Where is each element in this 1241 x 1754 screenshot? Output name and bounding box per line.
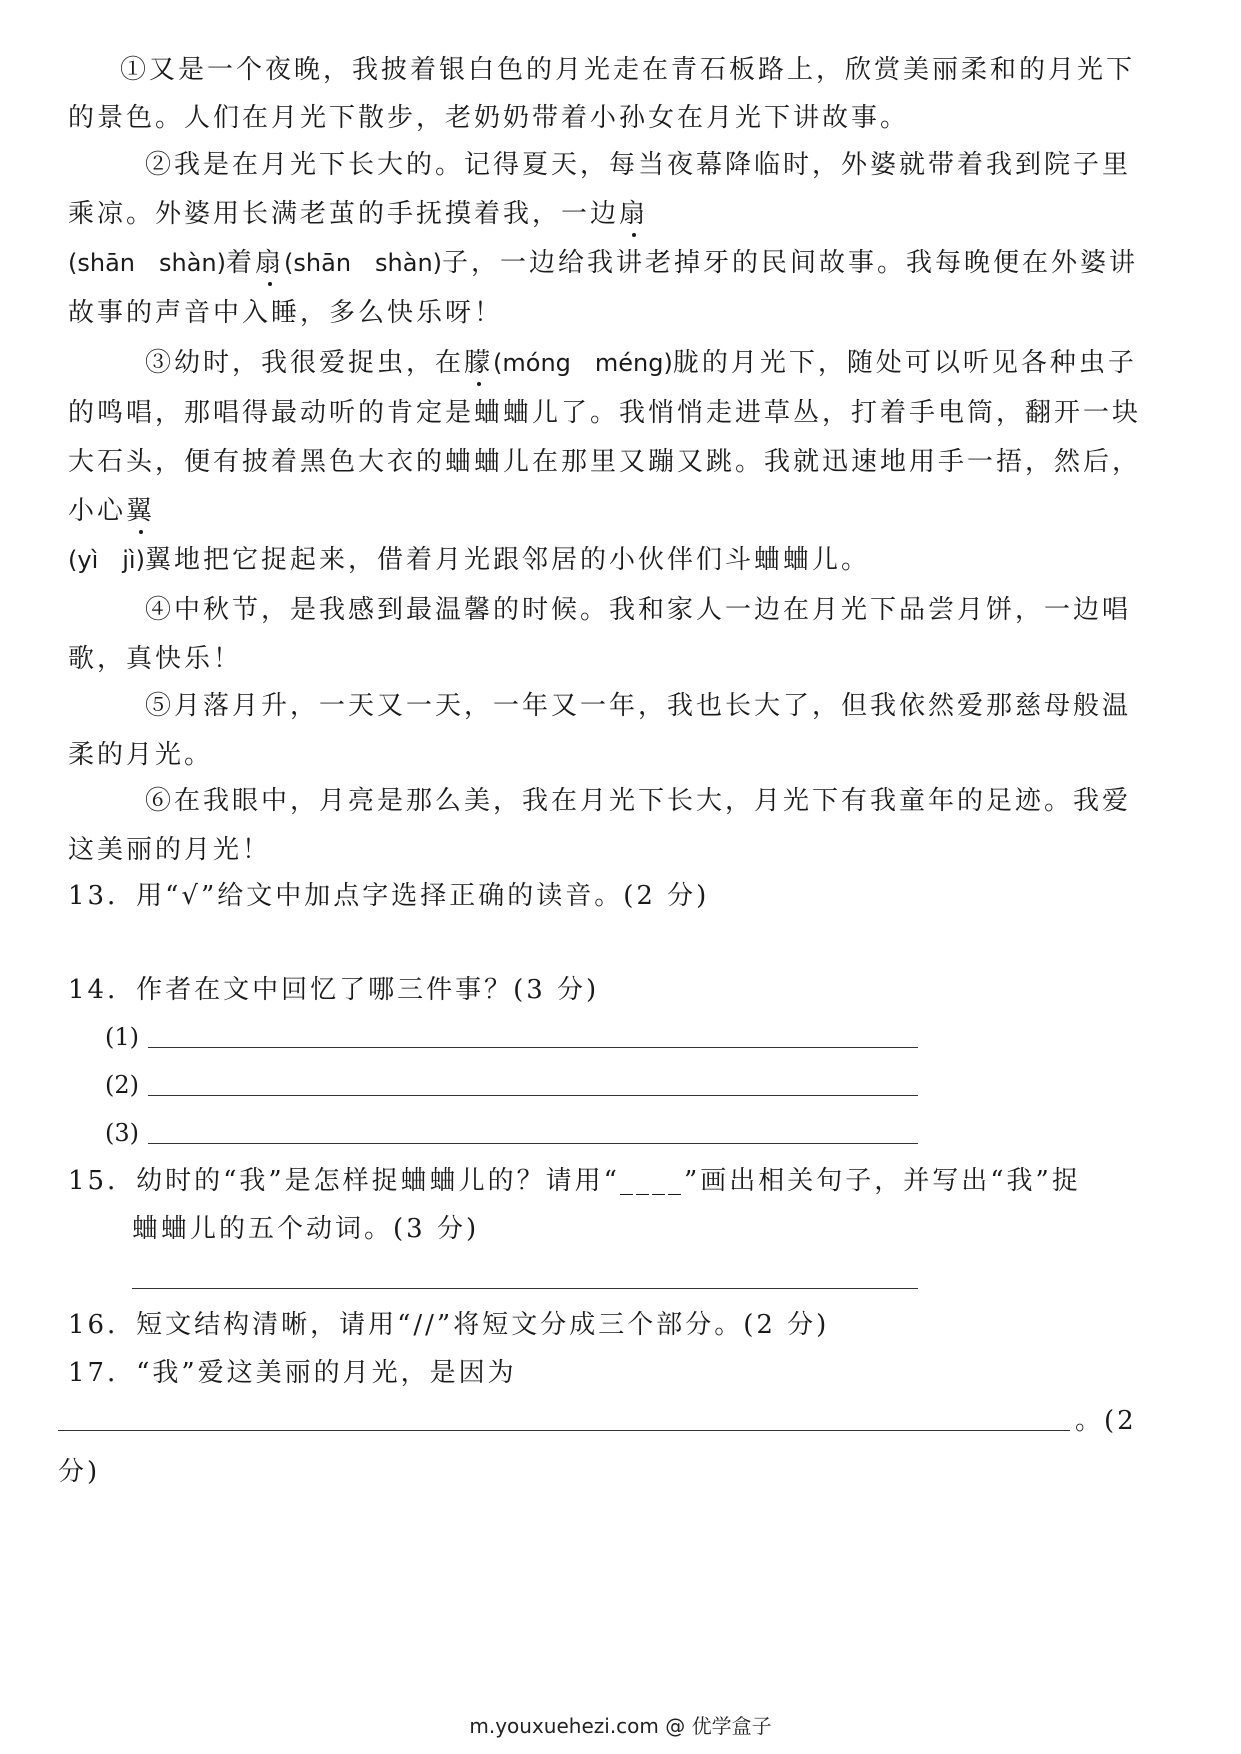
- p3-line4-a: 小心: [68, 496, 127, 526]
- question-13: 13．用“√”给文中加点字选择正确的读音。(2 分): [68, 881, 710, 911]
- p2-line1: ②我是在月光下长大的。记得夏天，每当夜幕降临时，外婆就带着我到院子里: [145, 150, 1132, 180]
- question-17-end: 。(2: [1075, 1406, 1137, 1436]
- question-15-line1: 15．幼时的“我”是怎样捉蛐蛐儿的？请用“____”画出相关句子，并写出“我”捉: [68, 1166, 1081, 1196]
- p3-line2: 的鸣唱，那唱得最动听的肯定是蛐蛐儿了。我悄悄走进草丛，打着手电筒，翻开一块: [68, 398, 1142, 428]
- p1-line2: 的景色。人们在月光下散步，老奶奶带着小孙女在月光下讲故事。: [68, 103, 910, 133]
- p4-line2: 歌，真快乐！: [68, 644, 243, 674]
- p3-line5: [68, 543, 870, 577]
- pinyin-option-shan1[interactable]: (shān shàn): [68, 249, 226, 277]
- footer-watermark: m.youxuehezi.com @ 优学盒子: [469, 1714, 772, 1738]
- p2-line2-text: 乘凉。外婆用长满老茧的手抚摸着我，一边: [68, 199, 620, 229]
- pinyin-option-yi[interactable]: (yì jì): [68, 546, 145, 574]
- question-14: 14．作者在文中回忆了哪三件事？(3 分): [68, 975, 600, 1005]
- p2-line4: 故事的声音中入睡，多么快乐呀！: [68, 298, 504, 328]
- question-17-line1: 17．“我”爱这美丽的月光，是因为: [68, 1358, 517, 1388]
- p6-line1: ⑥在我眼中，月亮是那么美，我在月光下长大，月光下有我童年的足迹。我爱: [145, 786, 1132, 816]
- p3-line1: [145, 346, 1137, 380]
- dotted-char-shan2: 扇: [255, 248, 285, 278]
- dotted-char-shan1: 扇: [619, 199, 649, 229]
- p3-line5-rest: 翼地把它捉起来，借着月光跟邻居的小伙伴们斗蛐蛐儿。: [144, 545, 870, 575]
- dotted-char-yi: 翼: [126, 496, 156, 526]
- p5-line2: 柔的月光。: [68, 740, 214, 770]
- question-17-line2: 分): [58, 1457, 101, 1487]
- q14-answer-line-3[interactable]: [148, 1143, 918, 1144]
- p3-line1-b: 胧的月光下，随处可以听见各种虫子: [672, 348, 1137, 378]
- q17-answer-line[interactable]: [58, 1430, 1070, 1431]
- q14-answer-line-1[interactable]: [148, 1047, 918, 1048]
- pinyin-option-shan2[interactable]: (shān shàn): [284, 249, 443, 277]
- p2-mid-char: 着: [226, 248, 256, 278]
- p3-line4: [68, 494, 155, 528]
- question-16: 16．短文结构清晰，请用“//”将短文分成三个部分。(2 分): [68, 1310, 830, 1340]
- p2-line2: [68, 197, 648, 231]
- p2-line3: [68, 246, 1138, 280]
- p2-line3-rest: 子，一边给我讲老掉牙的民间故事。我每晚便在外婆讲: [442, 248, 1139, 278]
- p6-line2: 这美丽的月光！: [68, 835, 272, 865]
- q15-answer-line[interactable]: [132, 1288, 918, 1289]
- q14-label-3: (3): [105, 1119, 139, 1147]
- q14-answer-line-2[interactable]: [148, 1095, 918, 1096]
- p3-line1-a: ③幼时，我很爱捉虫，在: [145, 348, 465, 378]
- question-15-line2: 蛐蛐儿的五个动词。(3 分): [132, 1214, 480, 1244]
- q14-label-2: (2): [105, 1071, 139, 1099]
- p3-line3: 大石头，便有披着黑色大衣的蛐蛐儿在那里又蹦又跳。我就迅速地用手一捂，然后，: [68, 447, 1142, 477]
- p4-line1: ④中秋节，是我感到最温馨的时候。我和家人一边在月光下品尝月饼，一边唱: [145, 595, 1132, 625]
- q14-label-1: (1): [105, 1023, 139, 1051]
- p1-line1: ①又是一个夜晚，我披着银白色的月光走在青石板路上，欣赏美丽柔和的月光下: [120, 55, 1136, 85]
- pinyin-option-meng[interactable]: (móng méng): [493, 349, 673, 377]
- p5-line1: ⑤月落月升，一天又一天，一年又一年，我也长大了，但我依然爱那慈母般温: [145, 691, 1132, 721]
- dotted-char-meng: 朦: [464, 348, 494, 378]
